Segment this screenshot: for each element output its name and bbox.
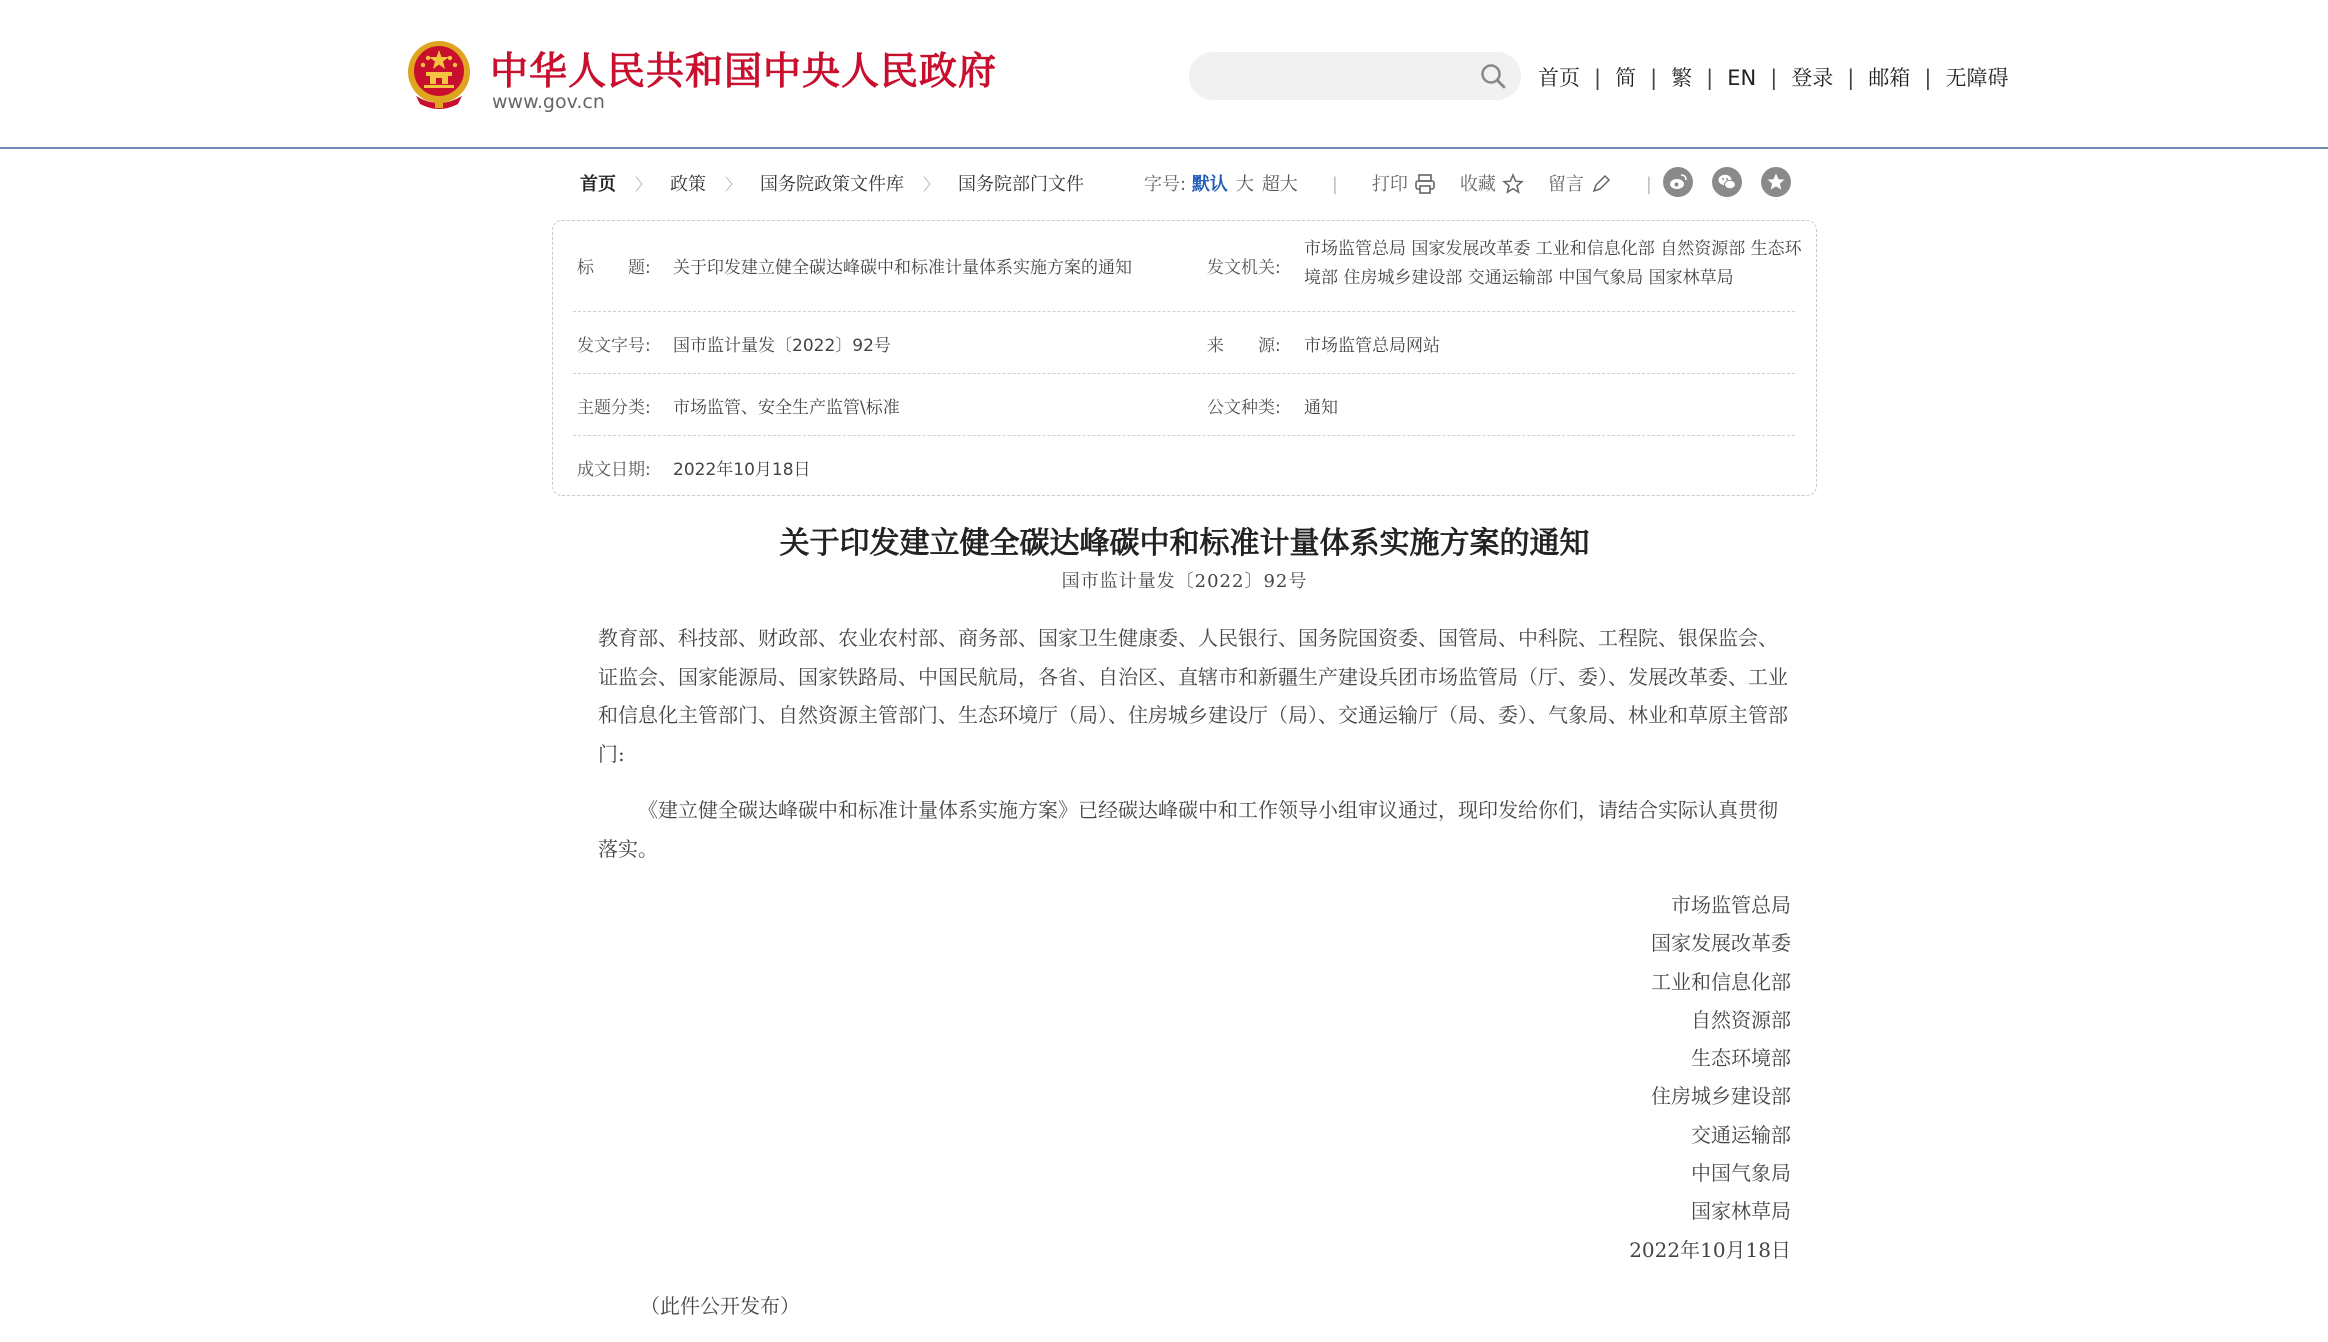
meta-title-label: 标 题:	[577, 258, 651, 278]
national-emblem-icon[interactable]	[406, 38, 472, 110]
search-icon[interactable]	[1479, 62, 1507, 90]
meta-source-label: 来 源:	[1207, 336, 1281, 356]
font-size-large[interactable]: 大	[1235, 174, 1254, 195]
comment-button[interactable]	[1548, 174, 1612, 195]
site-header	[0, 0, 2328, 149]
font-size-label: 字号:	[1144, 174, 1187, 195]
font-size-xlarge[interactable]: 超大	[1261, 174, 1298, 195]
favorite-label: 收藏	[1459, 174, 1496, 195]
meta-doctype-label: 公文种类:	[1207, 398, 1281, 418]
nav-mailbox[interactable]: 邮箱	[1868, 66, 1911, 90]
signature-line: 交通运输部	[1691, 1122, 1791, 1147]
signature-line: 自然资源部	[1691, 1007, 1791, 1032]
chevron-right-icon: 〉	[923, 175, 940, 194]
signature-line: 工业和信息化部	[1651, 969, 1791, 994]
pencil-icon	[1590, 173, 1612, 195]
printer-icon	[1414, 173, 1436, 195]
signature-line: 市场监管总局	[1671, 893, 1791, 917]
article-recipients: 教育部、科技部、财政部、农业农村部、商务部、国家卫生健康委、人民银行、国务院国资委、国管局、中科院、工程院、银保监会、证监会、国家能源局、国家铁路局、中国民航局，各省、自治区、直辖市和新疆生产建设兵团市场监管局（厅、委）、发展改革委、工业和信息化主管部门、自然资源主管部门、生态环境厅（局）、住房城乡建设厅（局）、交通运输厅（局、委）、气象局、林业和草原主管部门:	[598, 626, 1788, 766]
font-size-default[interactable]: 默认	[1191, 174, 1228, 195]
signature-line: 国家发展改革委	[1651, 931, 1791, 956]
meta-doctype-value: 通知	[1304, 398, 1338, 418]
meta-docno-value: 国市监计量发〔2022〕92号	[673, 336, 891, 356]
wechat-icon[interactable]	[1712, 167, 1742, 197]
breadcrumb-policy-library[interactable]: 国务院政策文件库	[760, 174, 905, 195]
comment-label: 留言	[1547, 174, 1584, 195]
article-body: 《建立健全碳达峰碳中和标准计量体系实施方案》已经碳达峰碳中和工作领导小组审议通过，现印发给你们，请结合实际认真贯彻落实。	[598, 798, 1778, 861]
nav-login[interactable]: 登录	[1791, 66, 1834, 90]
chevron-right-icon: 〉	[635, 175, 652, 194]
chevron-right-icon: 〉	[725, 175, 742, 194]
print-button[interactable]	[1372, 174, 1436, 195]
site-url[interactable]: www.gov.cn	[492, 91, 605, 113]
meta-docno-label: 发文字号:	[577, 336, 651, 356]
document-metadata	[552, 220, 1817, 496]
meta-date-value: 2022年10月18日	[673, 460, 811, 480]
site-title[interactable]: 中华人民共和国中央人民政府	[490, 48, 998, 93]
breadcrumb-policy[interactable]: 政策	[670, 174, 707, 195]
star-outline-icon	[1502, 173, 1524, 195]
signature-block	[1400, 886, 1791, 1269]
publication-note: （此件公开发布）	[640, 1294, 800, 1318]
signature-line: 住房城乡建设部	[1651, 1084, 1791, 1109]
nav-traditional[interactable]: 繁	[1671, 66, 1693, 90]
signature-line: 国家林草局	[1691, 1199, 1791, 1224]
nav-home[interactable]: 首页	[1538, 66, 1580, 90]
signature-line: 中国气象局	[1691, 1161, 1791, 1186]
article-toolbar: 字号: 默认 大 超大 | 打印 收藏 留言 |	[1144, 174, 1652, 195]
favorite-button[interactable]	[1460, 174, 1524, 195]
weibo-icon[interactable]	[1663, 167, 1693, 197]
print-label: 打印	[1371, 174, 1408, 195]
meta-date-label: 成文日期:	[577, 460, 651, 480]
breadcrumb-home[interactable]: 首页	[580, 174, 616, 195]
meta-row-category	[573, 373, 1795, 436]
top-nav: 首页 | 简 | 繁 | EN | 登录 | 邮箱 | 无障碍	[1538, 66, 2009, 90]
article-title: 关于印发建立健全碳达峰碳中和标准计量体系实施方案的通知	[779, 526, 1590, 561]
meta-issuer-value: 市场监管总局 国家发展改革委 工业和信息化部 自然资源部 生态环境部 住房城乡建设部 交通运输部 中国气象局 国家林草局	[1304, 239, 1802, 288]
meta-issuer-label: 发文机关:	[1207, 258, 1281, 278]
signature-date: 2022年10月18日	[1629, 1237, 1791, 1262]
nav-accessibility[interactable]: 无障碍	[1945, 66, 2009, 90]
meta-title-value: 关于印发建立健全碳达峰碳中和标准计量体系实施方案的通知	[673, 258, 1132, 278]
meta-source-value: 市场监管总局网站	[1304, 336, 1440, 356]
meta-row-title	[573, 221, 1802, 312]
search-input[interactable]	[1211, 52, 1465, 102]
nav-simplified[interactable]: 简	[1615, 66, 1637, 90]
nav-english[interactable]: EN	[1727, 66, 1757, 90]
meta-category-label: 主题分类:	[577, 398, 651, 418]
breadcrumb-department-docs[interactable]: 国务院部门文件	[958, 174, 1085, 195]
article-doc-number: 国市监计量发〔2022〕92号	[1061, 571, 1308, 592]
breadcrumb	[580, 170, 1084, 196]
signature-line: 生态环境部	[1691, 1046, 1791, 1071]
favorite-star-icon[interactable]	[1761, 167, 1791, 197]
meta-category-value: 市场监管、安全生产监管\标准	[673, 398, 900, 418]
meta-row-date	[573, 435, 1795, 497]
search-box[interactable]	[1189, 52, 1521, 100]
meta-row-docno	[573, 311, 1795, 374]
